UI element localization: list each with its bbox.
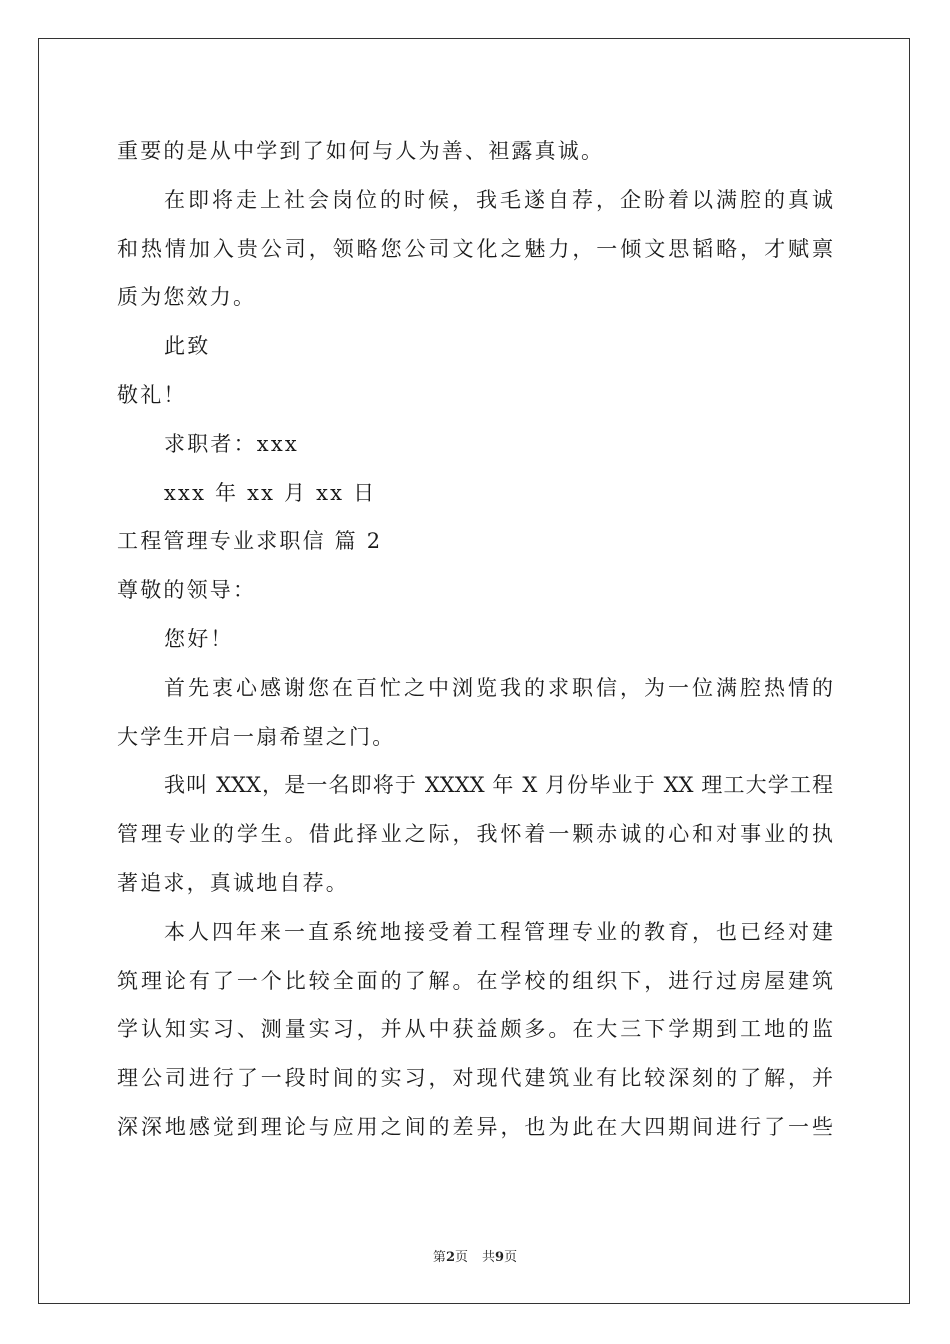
- total-suffix: 页: [504, 1250, 518, 1265]
- text-line: 大学生开启一扇希望之门。: [117, 724, 396, 749]
- text-line: 在即将走上社会岗位的时候，我毛遂自荐，企盼着以满腔的真诚: [164, 187, 833, 212]
- text-line: 著追求，真诚地自荐。: [117, 870, 349, 895]
- text-line: 管理专业的学生。借此择业之际，我怀着一颗赤诚的心和对事业的执: [117, 822, 833, 847]
- text-line: 本人四年来一直系统地接受着工程管理专业的教育，也已经对建: [164, 919, 833, 944]
- text-line: 首先衷心感谢您在百忙之中浏览我的求职信，为一位满腔热情的: [164, 675, 833, 700]
- greeting-hello: 您好！: [164, 626, 234, 651]
- total-prefix: 共: [482, 1250, 496, 1265]
- text-line: 筑理论有了一个比较全面的了解。在学校的组织下，进行过房屋建筑: [117, 968, 833, 993]
- signature-applicant: 求职者：xxx: [164, 431, 299, 456]
- section-heading: 工程管理专业求职信 篇 2: [117, 529, 383, 554]
- text-line: 质为您效力。: [117, 285, 257, 310]
- page-footer: [0, 1246, 950, 1265]
- text-line: 理公司进行了一段时间的实习，对现代建筑业有比较深刻的了解，并: [117, 1066, 833, 1091]
- closing-regards: 敬礼！: [117, 382, 187, 407]
- text-line: 学认知实习、测量实习，并从中获益颇多。在大三下学期到工地的监: [117, 1017, 833, 1042]
- page-prefix: 第: [432, 1250, 446, 1265]
- page-number: 2: [445, 1250, 455, 1265]
- document-body: [117, 127, 833, 1152]
- total-pages: 9: [495, 1250, 505, 1265]
- text-line: 深深地感觉到理论与应用之间的差异，也为此在大四期间进行了一些: [117, 1114, 833, 1139]
- greeting-addressee: 尊敬的领导：: [117, 578, 257, 603]
- signature-date: xxx 年 xx 月 xx 日: [164, 480, 377, 505]
- text-line: 重要的是从中学到了如何与人为善、袒露真诚。: [117, 139, 605, 163]
- text-line: 和热情加入贵公司，领略您公司文化之魅力，一倾文思韬略，才赋禀: [117, 236, 833, 261]
- closing-salutation: 此致: [164, 334, 211, 359]
- text-line: 我叫 XXX，是一名即将于 XXXX 年 X 月份毕业于 XX 理工大学工程: [164, 773, 833, 798]
- page-suffix: 页: [454, 1250, 468, 1265]
